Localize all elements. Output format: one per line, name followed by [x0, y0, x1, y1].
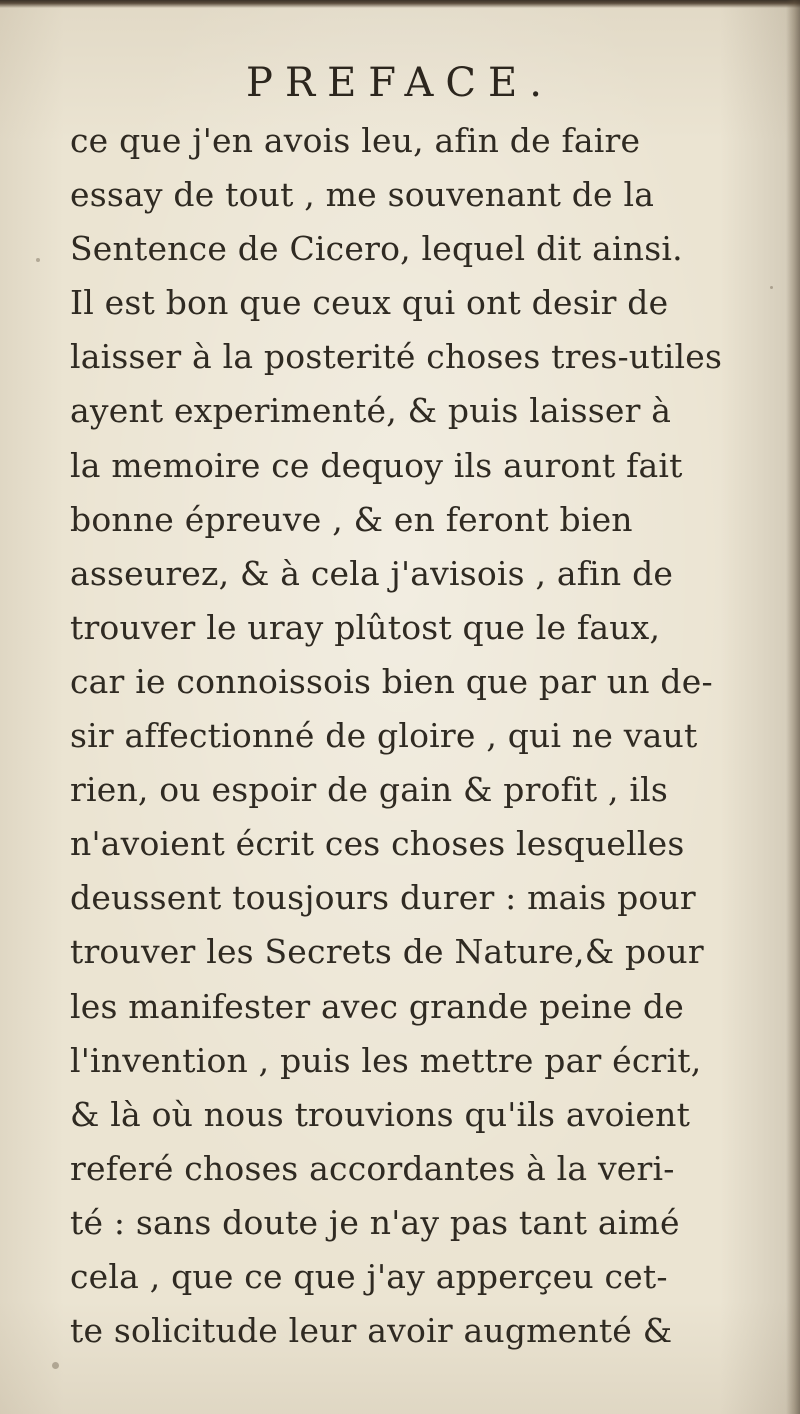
- paper-speck: [36, 258, 40, 262]
- text-line: rien, ou espoir de gain & profit , ils: [70, 770, 668, 810]
- text-line: referé choses accordantes à la veri-: [70, 1148, 675, 1188]
- text-line: n'avoient écrit ces choses lesquelles: [70, 824, 685, 864]
- page-top-edge: [0, 0, 800, 8]
- text-line: l'invention , puis les mettre par écrit,: [70, 1040, 702, 1080]
- text-line: laisser à la posterité choses tres-utiles: [70, 337, 723, 377]
- text-line: trouver le uray plûtost que le faux,: [70, 607, 661, 647]
- paper-speck: [770, 286, 773, 289]
- text-line: & là où nous trouvions qu'ils avoient: [70, 1094, 691, 1134]
- text-line: trouver les Secrets de Nature,& pour: [70, 932, 704, 972]
- body-text: [70, 114, 776, 1358]
- text-line: sir affectionné de gloire , qui ne vaut: [70, 716, 698, 756]
- text-line: essay de tout , me souvenant de la: [70, 175, 655, 215]
- text-line: les manifester avec grande peine de: [70, 986, 684, 1026]
- text-line: ce que j'en avois leu, afin de faire: [70, 121, 641, 160]
- text-line: te solicitude leur avoir augmenté &: [70, 1311, 673, 1351]
- text-line: té : sans doute je n'ay pas tant aimé: [70, 1202, 680, 1242]
- text-line: Il est bon que ceux qui ont desir de: [70, 283, 669, 323]
- text-line: ayent experimenté, & puis laisser à: [70, 391, 672, 431]
- text-line: car ie connoissois bien que par un de-: [70, 661, 713, 701]
- page-right-edge: [786, 0, 800, 1414]
- paper-speck: [52, 1362, 59, 1369]
- text-line: asseurez, & à cela j'avisois , afin de: [70, 553, 674, 593]
- running-head: PREFACE.: [246, 60, 554, 106]
- text-line: bonne épreuve , & en feront bien: [70, 499, 633, 539]
- text-line: cela , que ce que j'ay apperçeu cet-: [70, 1256, 668, 1296]
- text-line: la memoire ce dequoy ils auront fait: [70, 445, 683, 485]
- text-line: Sentence de Cicero, lequel dit ainsi.: [70, 229, 683, 269]
- text-line: deussent tousjours durer : mais pour: [70, 878, 696, 918]
